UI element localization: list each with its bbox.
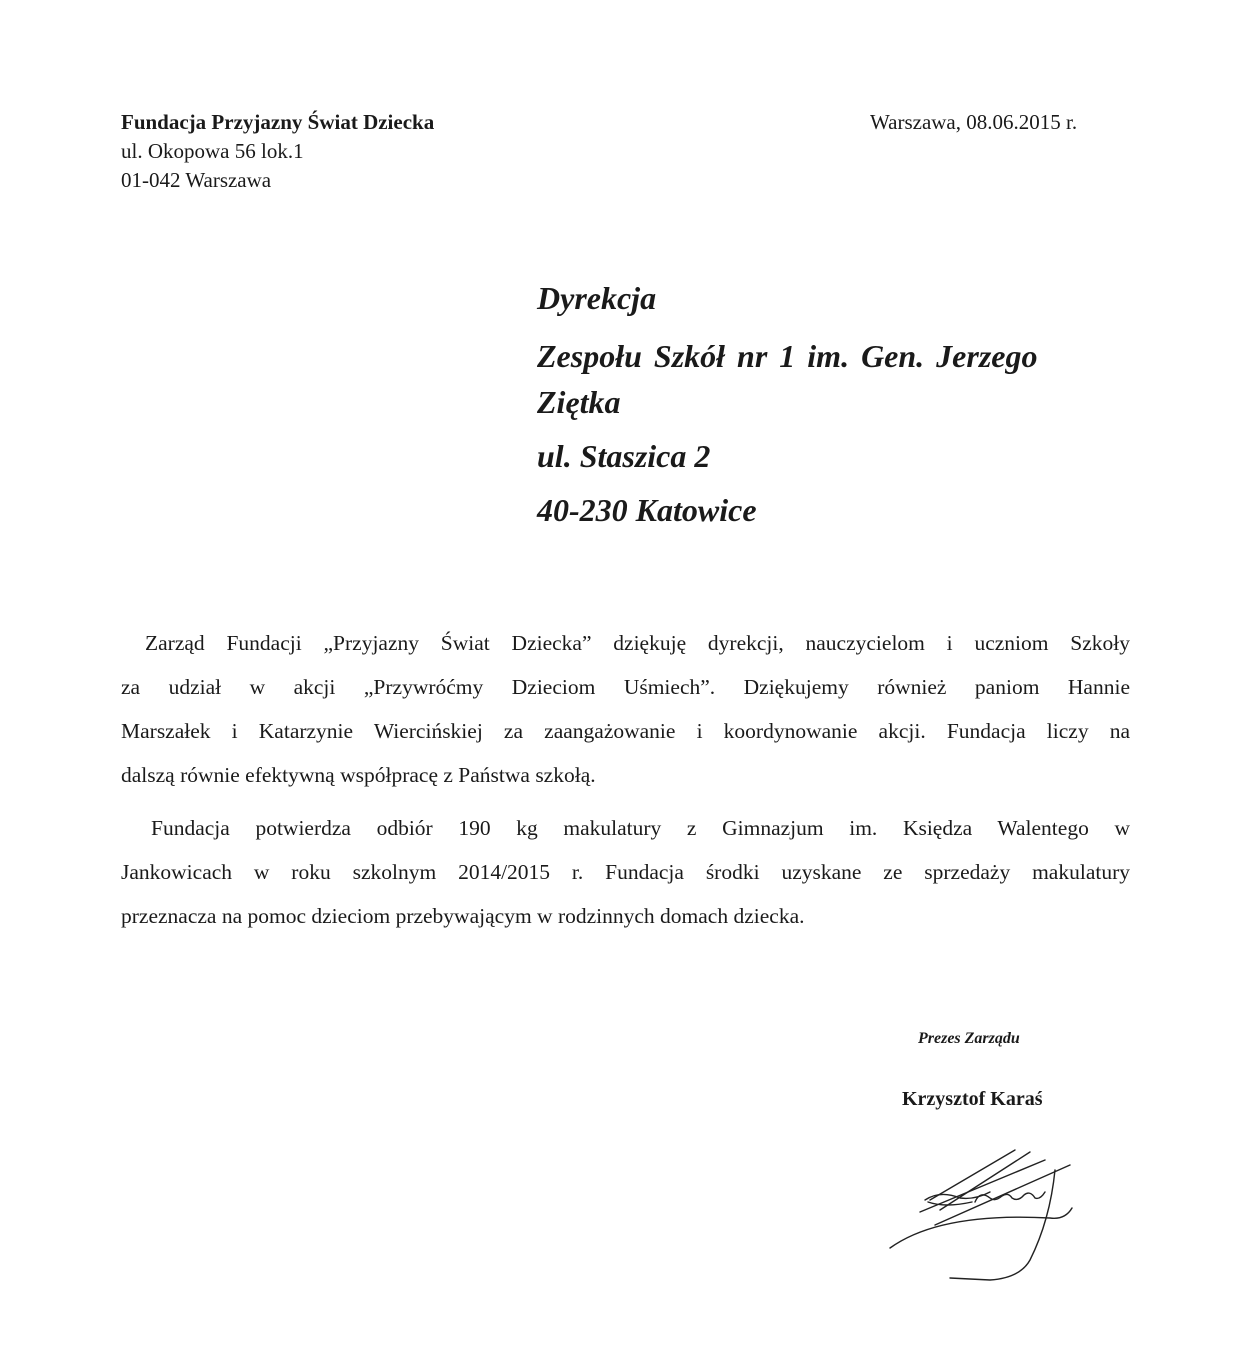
- body-line: dalszą równie efektywną współpracę z Państwa szkołą.: [121, 763, 596, 787]
- recipient-line: Dyrekcja: [537, 280, 657, 316]
- body-paragraph-1: [121, 621, 1130, 797]
- sender-street: ul. Okopowa 56 lok.1: [121, 139, 304, 163]
- body-line: za udział w akcji „Przywróćmy Dzieciom Uśmiech”. Dziękujemy również paniom Hannie: [121, 675, 1130, 699]
- letter-date: Warszawa, 08.06.2015 r.: [870, 110, 1078, 134]
- recipient-line: ul. Staszica 2: [537, 438, 711, 474]
- body-line: Fundacja potwierdza odbiór 190 kg makulatury z Gimnazjum im. Księdza Walentego w: [151, 816, 1130, 840]
- signatory-title: Prezes Zarządu: [918, 1030, 1020, 1047]
- sender-city: 01-042 Warszawa: [121, 168, 272, 192]
- body-line: Zarząd Fundacji „Przyjazny Świat Dziecka” dziękuję dyrekcji, nauczycielom i uczniom Szkoły: [145, 631, 1130, 655]
- body-line: Jankowicach w roku szkolnym 2014/2015 r. Fundacja środki uzyskane ze sprzedaży makulatury: [121, 860, 1130, 884]
- recipient-line: 40-230 Katowice: [537, 492, 757, 528]
- sender-name: Fundacja Przyjazny Świat Dziecka: [121, 110, 435, 134]
- signatory-name: Krzysztof Karaś: [902, 1088, 1043, 1110]
- body-paragraph-2: [121, 806, 1130, 938]
- recipient-line: Zespołu Szkół nr 1 im. Gen. Jerzego: [537, 338, 1038, 374]
- sender-address: [121, 108, 434, 195]
- body-line: Marszałek i Katarzynie Wiercińskiej za zaangażowanie i koordynowanie akcji. Fundacja liczy na: [121, 719, 1130, 743]
- handwritten-signature: [880, 1140, 1100, 1290]
- body-line: przeznacza na pomoc dzieciom przebywającym w rodzinnych domach dziecka.: [121, 904, 805, 928]
- recipient-line: Ziętka: [537, 384, 621, 420]
